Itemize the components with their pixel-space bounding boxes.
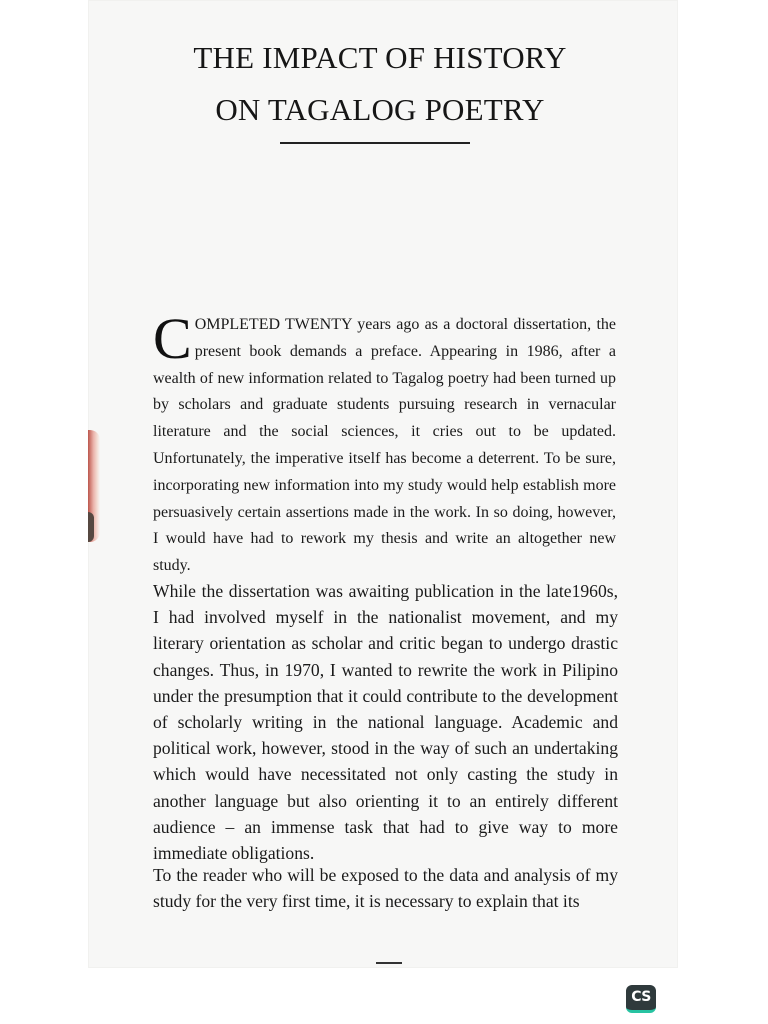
title-divider (280, 142, 470, 144)
chapter-title-line-2: ON TAGALOG POETRY (215, 92, 545, 127)
camscanner-logo-icon: CS (626, 985, 656, 1013)
chapter-title (120, 32, 640, 136)
paragraph-1-text: OMPLETED TWENTY years ago as a doctoral dissertation, the present book demands a preface. Appearing in 1986, after a wealth of new information related to Tagalog poetry had been turned up by scholars and graduate students pursuing research in vernacular literature and the social sciences, it cries out to be updated. Unfortunately, the imperative itself has become a deterrent. To be sure, incorporating new information into my study would help establish more persuasively certain assertions made in the work. In so doing, however, I would have had to rework my thesis and write an altogether new study. (153, 316, 616, 575)
finger-smudge (88, 430, 100, 542)
chapter-title-line-1: THE IMPACT OF HISTORY (193, 40, 567, 75)
paragraph-1 (153, 306, 616, 580)
drop-cap: C (153, 306, 192, 371)
paragraph-3: To the reader who will be exposed to the data and analysis of my study for the very first time, it is necessary to explain that its (153, 865, 618, 912)
paragraph-2: While the dissertation was awaiting publication in the late1960s, I had involved myself in the nationalist movement, and my literary orientation as scholar and critic began to undergo drastic changes. Thus, in 1970, I wanted to rewrite the work in Pilipino under the presumption that it could contribute to the development of scholarly writing in the national language. Academic and political work, however, stood in the way of such an undertaking which would have necessitated not only casting the study in another language but also orienting it to an entirely different audience – an immense task that had to give way to more immediate obligations. (153, 581, 618, 864)
page-folio-dash (376, 962, 402, 964)
